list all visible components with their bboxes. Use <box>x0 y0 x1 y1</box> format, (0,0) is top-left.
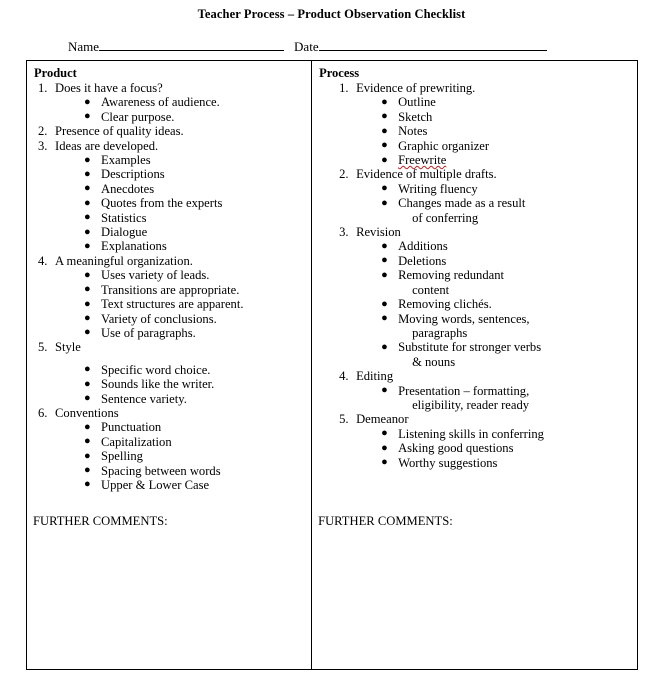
bullet-icon: ● <box>381 124 388 137</box>
item-number: 4. <box>38 253 48 268</box>
sub-bullet-item <box>55 312 305 326</box>
sub-bullet-label-misspelled: Freewrite <box>398 153 447 168</box>
sub-bullet-label: Worthy suggestions <box>398 455 498 470</box>
sub-bullet-label: Sketch <box>398 109 433 124</box>
bullet-icon: ● <box>84 478 91 491</box>
sub-bullet-item <box>356 124 631 138</box>
bullet-icon: ● <box>84 211 91 224</box>
sub-bullet-list <box>356 95 631 167</box>
sub-bullet-label: Examples <box>101 153 151 168</box>
bullet-icon: ● <box>381 95 388 108</box>
sub-bullet-continuation: of conferring <box>412 210 479 225</box>
sub-bullet-label: Transitions are appropriate. <box>101 282 240 297</box>
bullet-icon: ● <box>381 182 388 195</box>
sub-bullet-label: Presentation – formatting, <box>398 383 530 398</box>
bullet-icon: ● <box>84 464 91 477</box>
sub-bullet-item <box>55 239 305 253</box>
sub-bullet-continuation: eligibility, reader ready <box>412 397 530 412</box>
sub-bullet-item <box>55 377 305 391</box>
sub-bullet-label: Quotes from the experts <box>101 196 223 211</box>
sub-bullet-label: Substitute for stronger verbs <box>398 340 542 355</box>
bullet-icon: ● <box>381 312 388 324</box>
sub-bullet-label: Anecdotes <box>101 181 155 196</box>
sub-bullet-label: Removing clichés. <box>398 297 492 312</box>
sub-bullet-label: Specific word choice. <box>101 362 211 377</box>
name-date-row <box>68 38 588 56</box>
sub-bullet-item <box>356 441 631 455</box>
sub-bullet-label: Removing redundant <box>398 268 505 283</box>
sub-bullet-item <box>356 254 631 268</box>
bullet-icon: ● <box>84 95 91 108</box>
item-number: 2. <box>38 124 48 139</box>
sub-bullet-item <box>55 449 305 463</box>
sub-bullet-item <box>55 196 305 210</box>
item-label: Ideas are developed. <box>55 138 159 153</box>
item-number: 1. <box>38 81 48 95</box>
sub-bullet-item <box>55 283 305 297</box>
sub-bullet-label: Asking good questions <box>398 441 514 456</box>
sub-bullet-label: Statistics <box>101 210 147 225</box>
item-label: Evidence of prewriting. <box>356 81 476 95</box>
column-product <box>27 61 312 669</box>
item-number: 5. <box>38 340 48 355</box>
column-header-process: Process <box>319 66 360 80</box>
bullet-icon: ● <box>381 254 388 267</box>
bullet-icon: ● <box>381 196 388 209</box>
sub-bullet-item <box>55 363 305 377</box>
sub-bullet-item <box>55 153 305 167</box>
bullet-icon: ● <box>84 392 91 405</box>
page-title: Teacher Process – Product Observation Checklist <box>197 7 466 21</box>
column-process <box>312 61 637 669</box>
bullet-icon: ● <box>381 139 388 152</box>
date-input-rule[interactable] <box>319 38 547 51</box>
sub-bullet-list <box>55 268 305 340</box>
checklist-item <box>33 139 305 254</box>
sub-bullet-item <box>356 268 631 297</box>
item-label: Does it have a focus? <box>55 81 163 95</box>
further-comments-process: FURTHER COMMENTS: <box>318 514 453 528</box>
sub-bullet-list <box>356 182 631 225</box>
name-input-rule[interactable] <box>99 38 284 51</box>
checklist-item <box>33 406 305 492</box>
sub-bullet-label: Outline <box>398 95 436 110</box>
item-number: 6. <box>38 405 48 420</box>
sub-bullet-label: Changes made as a result <box>398 196 526 211</box>
bullet-icon: ● <box>84 196 91 209</box>
bullet-icon: ● <box>381 110 388 123</box>
bullet-icon: ● <box>84 268 91 281</box>
bullet-icon: ● <box>381 268 388 281</box>
sub-bullet-item <box>356 196 631 225</box>
sub-bullet-label: Graphic organizer <box>398 138 490 153</box>
sub-bullet-label: Uses variety of leads. <box>101 268 210 283</box>
sub-bullet-item <box>55 167 305 181</box>
sub-bullet-item <box>356 456 631 470</box>
bullet-icon: ● <box>84 110 91 123</box>
sub-bullet-item <box>55 420 305 434</box>
sub-bullet-item <box>356 153 631 167</box>
sub-bullet-label: Deletions <box>398 253 447 268</box>
sub-bullet-label: Dialogue <box>101 225 148 240</box>
bullet-icon: ● <box>84 363 91 376</box>
sub-bullet-label: Sounds like the writer. <box>101 377 215 392</box>
sub-bullet-label: Explanations <box>101 239 167 254</box>
bullet-icon: ● <box>84 225 91 238</box>
bullet-icon: ● <box>381 441 388 454</box>
bullet-icon: ● <box>84 420 91 433</box>
sub-bullet-item <box>356 340 631 369</box>
item-label: Demeanor <box>356 412 409 427</box>
bullet-icon: ● <box>381 153 388 166</box>
checklist-item <box>318 369 631 412</box>
sub-bullet-label: Upper & Lower Case <box>101 477 210 492</box>
bullet-icon: ● <box>84 182 91 195</box>
bullet-icon: ● <box>381 427 388 440</box>
sub-bullet-list <box>55 420 305 492</box>
item-number: 3. <box>339 225 349 240</box>
sub-bullet-label: Notes <box>398 124 428 139</box>
checklist-item <box>33 124 305 138</box>
sub-bullet-item <box>55 392 305 406</box>
item-label: Evidence of multiple drafts. <box>356 167 497 182</box>
bullet-icon: ● <box>84 283 91 296</box>
bullet-icon: ● <box>84 297 91 310</box>
sub-bullet-continuation: paragraphs <box>412 325 468 340</box>
sub-bullet-label: Clear purpose. <box>101 109 175 124</box>
sub-bullet-label: Punctuation <box>101 420 162 435</box>
date-label: Date <box>294 39 319 54</box>
sub-bullet-list <box>55 363 305 406</box>
checklist-table <box>26 60 638 670</box>
bullet-icon: ● <box>381 297 388 310</box>
sub-bullet-continuation: content <box>412 282 450 297</box>
sub-bullet-label: Listening skills in conferring <box>398 426 544 441</box>
item-label: Editing <box>356 369 394 384</box>
sub-bullet-list <box>356 239 631 369</box>
column-header-product: Product <box>34 66 77 80</box>
bullet-icon: ● <box>381 239 388 252</box>
item-number: 5. <box>339 412 349 427</box>
sub-bullet-label: Moving words, sentences, <box>398 311 530 326</box>
sub-bullet-label: Spelling <box>101 449 143 464</box>
sub-bullet-item <box>55 182 305 196</box>
item-label: Presence of quality ideas. <box>55 124 184 139</box>
sub-bullet-item <box>356 312 631 341</box>
sub-bullet-item <box>356 384 631 413</box>
bullet-icon: ● <box>84 239 91 252</box>
process-checklist <box>318 81 631 470</box>
item-label: Style <box>55 340 81 355</box>
bullet-icon: ● <box>84 153 91 166</box>
checklist-item <box>33 254 305 340</box>
bullet-icon: ● <box>84 326 91 339</box>
sub-bullet-item <box>55 435 305 449</box>
sub-bullet-item <box>55 478 305 492</box>
bullet-icon: ● <box>84 312 91 324</box>
sub-bullet-item <box>55 326 305 340</box>
name-label: Name <box>68 39 100 54</box>
bullet-icon: ● <box>84 167 91 180</box>
sub-bullet-label: Variety of conclusions. <box>101 311 217 326</box>
sub-bullet-item <box>356 182 631 196</box>
sub-bullet-item <box>55 268 305 282</box>
sub-bullet-item <box>356 95 631 109</box>
sub-bullet-item <box>356 427 631 441</box>
bullet-icon: ● <box>84 449 91 462</box>
sub-bullet-item <box>55 110 305 124</box>
sub-bullet-label: Sentence variety. <box>101 391 187 406</box>
sub-bullet-label: Awareness of audience. <box>101 95 220 110</box>
sub-bullet-item <box>356 110 631 124</box>
item-label: Revision <box>356 225 401 240</box>
sub-bullet-label: Capitalization <box>101 434 172 449</box>
checklist-item <box>318 225 631 369</box>
item-number: 1. <box>339 81 349 95</box>
item-label: Conventions <box>55 405 119 420</box>
sub-bullet-list <box>356 427 631 470</box>
bullet-icon: ● <box>84 435 91 448</box>
sub-bullet-list <box>55 95 305 124</box>
sub-bullet-item <box>55 297 305 311</box>
checklist-item <box>318 412 631 470</box>
sub-bullet-label: Text structures are apparent. <box>101 297 244 312</box>
sub-bullet-list <box>356 384 631 413</box>
further-comments-product: FURTHER COMMENTS: <box>33 514 168 528</box>
sub-bullet-item <box>55 464 305 478</box>
sub-bullet-label: Descriptions <box>101 167 165 182</box>
checklist-item <box>33 81 305 124</box>
bullet-icon: ● <box>381 340 388 353</box>
sub-bullet-item <box>55 95 305 109</box>
sub-bullet-item <box>356 239 631 253</box>
checklist-item <box>318 167 631 225</box>
item-label: A meaningful organization. <box>55 253 193 268</box>
sub-bullet-label: Use of paragraphs. <box>101 325 196 340</box>
sub-bullet-label: Spacing between words <box>101 463 221 478</box>
sub-bullet-item <box>55 225 305 239</box>
bullet-icon: ● <box>381 384 388 397</box>
item-number: 3. <box>38 138 48 153</box>
sub-bullet-item <box>356 297 631 311</box>
sub-bullet-list <box>55 153 305 254</box>
sub-bullet-item <box>55 211 305 225</box>
checklist-item <box>33 340 305 406</box>
sub-bullet-item <box>356 139 631 153</box>
bullet-icon: ● <box>84 377 91 390</box>
item-number: 4. <box>339 369 349 384</box>
item-number: 2. <box>339 167 349 182</box>
product-checklist <box>33 81 305 492</box>
bullet-icon: ● <box>381 456 388 469</box>
sub-bullet-continuation: & nouns <box>412 354 456 369</box>
sub-bullet-label: Writing fluency <box>398 181 478 196</box>
sub-bullet-label: Additions <box>398 239 448 254</box>
checklist-item <box>318 81 631 167</box>
